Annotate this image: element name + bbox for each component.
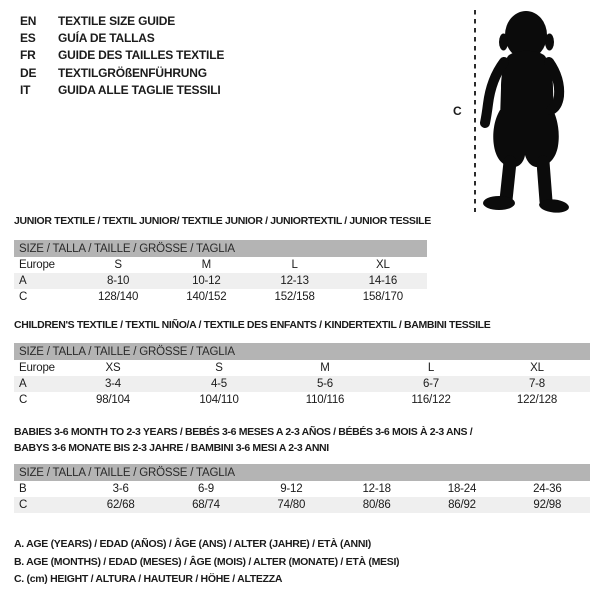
size-cell: 140/152 [186,291,227,303]
table-row-height [14,392,590,408]
lang-code: DE [20,65,37,80]
size-cell: 68/74 [163,497,248,513]
size-cell: M [320,362,330,374]
size-cell: 9-12 [280,483,303,495]
footnote-c: C. (cm) HEIGHT / ALTURA / HAUTEUR / HÖHE / ALTEZZA [14,573,283,586]
size-cell: 6-7 [378,376,484,392]
footnotes [14,536,399,589]
size-cell: S [215,362,223,374]
row-label: Europe [19,362,55,374]
lang-code: EN [20,14,37,28]
babies-title-line1: BABIES 3-6 MONTH TO 2-3 YEARS / BEBÉS 3-6 MESES A 2-3 AÑOS / BÉBÉS 3-6 MOIS À 2-3 ANS / [14,426,473,438]
row-label: A [14,273,74,289]
babies-size-table [14,464,590,513]
lang-row-it [20,82,224,99]
size-header-bar: SIZE / TALLA / TAILLE / GRÖSSE / TAGLIA [14,240,427,257]
footnote-a: A. AGE (YEARS) / EDAD (AÑOS) / ÂGE (ANS) / ALTER (JAHRE) / ETÀ (ANNI) [14,538,371,550]
size-cell: 8-10 [74,273,162,289]
row-label: Europe [19,259,55,271]
size-cell: 5-6 [272,376,378,392]
size-cell: 12-13 [251,273,339,289]
size-cell: 104/110 [199,394,239,406]
baby-silhouette-icon [440,4,592,216]
size-cell: M [201,259,212,271]
size-cell: 80/86 [334,497,419,513]
language-header [20,13,224,99]
junior-size-table [14,240,427,305]
baby-height-figure [440,4,592,216]
size-cell: 152/158 [274,291,315,303]
lang-code: ES [20,31,36,46]
size-cell: 10-12 [162,273,250,289]
size-cell: 158/170 [362,291,403,303]
table-row-months [14,481,590,497]
size-cell: 24-36 [533,483,562,495]
size-cell: L [291,259,298,271]
lang-row-fr [20,47,224,64]
lang-label: GUÍA DE TALLAS [58,31,155,46]
footnote-b: B. AGE (MONTHS) / EDAD (MESES) / ÂGE (MOIS) / ALTER (MONATE) / ETÀ (MESI) [14,555,400,568]
lang-label: GUIDE DES TAILLES TEXTILE [58,48,225,63]
lang-code: IT [20,82,31,97]
row-label: C [19,291,28,303]
size-cell: 116/122 [411,394,451,406]
lang-row-de [20,65,224,82]
row-label: C [14,497,78,513]
size-cell: 62/68 [78,497,163,513]
height-measure-label: C [453,104,462,118]
row-label: A [14,376,60,392]
size-cell: 128/140 [98,291,139,303]
size-cell: 18-24 [447,483,477,495]
table-row-height [14,289,427,305]
lang-row-es [20,30,224,47]
junior-table-title: JUNIOR TEXTILE / TEXTIL JUNIOR/ TEXTILE JUNIOR / JUNIORTEXTIL / JUNIOR TESSILE [14,215,431,227]
size-cell: L [427,362,435,374]
row-label: B [19,483,27,495]
size-header-bar: SIZE / TALLA / TAILLE / GRÖSSE / TAGLIA [14,464,590,481]
size-cell: S [114,259,122,271]
size-cell: 92/98 [505,497,590,513]
size-cell: 12-18 [362,483,391,495]
size-cell: 3-6 [112,483,129,495]
size-cell: 122/128 [516,394,558,406]
size-cell: XS [105,362,121,374]
lang-label: GUIDA ALLE TAGLIE TESSILI [58,82,221,97]
size-cell: 7-8 [484,376,590,392]
size-cell: XL [530,362,544,374]
size-cell: 4-5 [166,376,272,392]
babies-table-title [14,424,472,456]
size-cell: XL [376,259,390,271]
size-cell: 110/116 [305,394,345,406]
size-header-bar: SIZE / TALLA / TAILLE / GRÖSSE / TAGLIA [14,343,590,360]
table-row-age [14,376,590,392]
table-row-age [14,273,427,289]
table-row-europe [14,360,590,376]
lang-label: TEXTILE SIZE GUIDE [58,14,176,28]
lang-label: TEXTILGRÖßENFÜHRUNG [58,65,207,80]
lang-row-en [20,13,224,30]
size-cell: 86/92 [419,497,504,513]
size-cell: 74/80 [249,497,334,513]
size-cell: 14-16 [339,273,427,289]
table-row-europe [14,257,427,273]
babies-title-line2: BABYS 3-6 MONATE BIS 2-3 JAHRE / BAMBINI 3-6 MESI A 2-3 ANNI [14,442,329,454]
size-cell: 98/104 [96,394,130,406]
table-row-height [14,497,590,513]
children-table-title: CHILDREN'S TEXTILE / TEXTIL NIÑO/A / TEXTILE DES ENFANTS / KINDERTEXTIL / BAMBINI TESSILE [14,319,491,331]
lang-code: FR [20,48,36,63]
row-label: C [19,394,28,406]
children-size-table [14,343,590,408]
size-cell: 6-9 [197,483,214,495]
size-cell: 3-4 [60,376,166,392]
